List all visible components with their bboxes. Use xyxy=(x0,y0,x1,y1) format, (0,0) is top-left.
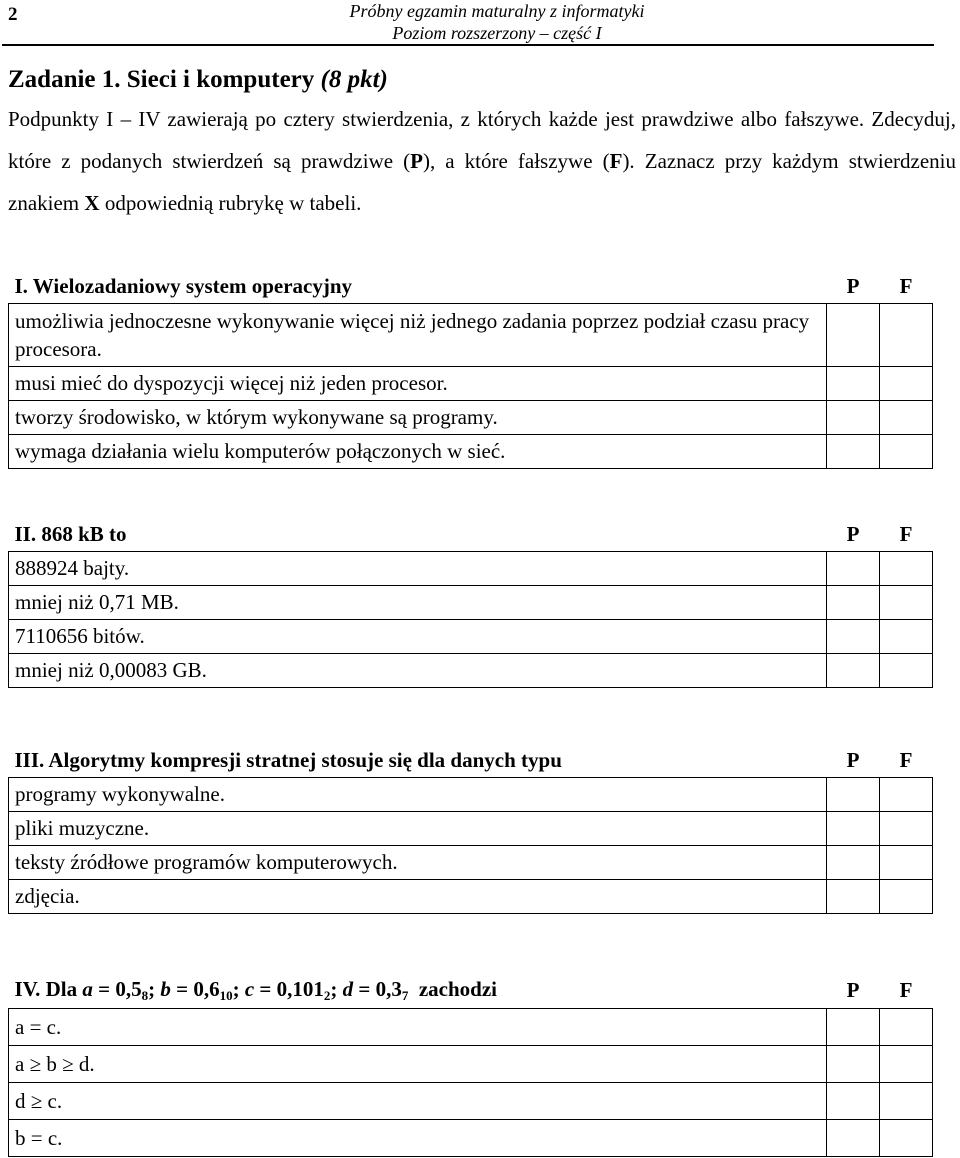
table-row xyxy=(9,304,933,367)
section-heading: II. 868 kB to xyxy=(14,522,127,546)
answer-cell-f[interactable] xyxy=(880,304,933,367)
statement-text: 7110656 bitów. xyxy=(9,620,827,654)
answer-cell-p[interactable] xyxy=(827,1120,880,1157)
answer-cell-p[interactable] xyxy=(827,880,880,914)
statement-text: mniej niż 0,71 MB. xyxy=(9,586,827,620)
table-header-row xyxy=(9,972,933,1009)
statement-text: b = c. xyxy=(9,1120,827,1157)
value-b: = 0,6 xyxy=(170,976,220,1001)
exam-title-line2: Poziom rozszerzony – część I xyxy=(392,23,602,43)
column-f-header: F xyxy=(899,977,913,1002)
base-b: 10 xyxy=(219,987,233,1003)
table-row xyxy=(9,654,933,688)
answer-cell-f[interactable] xyxy=(880,552,933,586)
column-f-header: F xyxy=(899,748,913,772)
answer-cell-f[interactable] xyxy=(880,367,933,401)
answer-cell-p[interactable] xyxy=(827,654,880,688)
statement-text: d ≥ c. xyxy=(9,1083,827,1120)
table-header-row xyxy=(9,270,933,304)
answer-cell-f[interactable] xyxy=(880,654,933,688)
table-row xyxy=(9,401,933,435)
statement-text: zdjęcia. xyxy=(9,880,827,914)
table-row xyxy=(9,586,933,620)
column-p-header: P xyxy=(846,977,860,1002)
table-row xyxy=(9,1009,933,1046)
answer-cell-p[interactable] xyxy=(827,1083,880,1120)
page-number: 2 xyxy=(8,4,18,25)
answer-cell-f[interactable] xyxy=(880,620,933,654)
table-row xyxy=(9,1083,933,1120)
answer-cell-p[interactable] xyxy=(827,778,880,812)
answer-cell-p[interactable] xyxy=(827,401,880,435)
table-row xyxy=(9,620,933,654)
section-heading: III. Algorytmy kompresji stratnej stosuje się dla danych typu xyxy=(14,748,562,772)
table-row xyxy=(9,435,933,469)
answer-cell-p[interactable] xyxy=(827,435,880,469)
table-header-row xyxy=(9,744,933,778)
answer-cell-p[interactable] xyxy=(827,367,880,401)
var-b: b xyxy=(160,976,171,1001)
answer-table-section-4 xyxy=(8,972,933,1157)
value-a: = 0,5 xyxy=(92,976,142,1001)
answer-table-section-3 xyxy=(8,744,933,914)
statement-text: programy wykonywalne. xyxy=(9,778,827,812)
value-c: = 0,101 xyxy=(254,976,324,1001)
statement-text: teksty źródłowe programów komputerowych. xyxy=(9,846,827,880)
statement-text: a = c. xyxy=(9,1009,827,1046)
intro-x-mark: X xyxy=(84,191,100,215)
intro-text: odpowiednią rubrykę w tabeli. xyxy=(99,191,362,215)
base-d: 7 xyxy=(401,987,409,1003)
task-instructions xyxy=(8,98,956,224)
answer-cell-p[interactable] xyxy=(827,1009,880,1046)
answer-cell-f[interactable] xyxy=(880,1009,933,1046)
answer-cell-p[interactable] xyxy=(827,304,880,367)
var-d: d xyxy=(342,976,354,1001)
answer-cell-f[interactable] xyxy=(880,1120,933,1157)
column-f-header: F xyxy=(899,522,913,546)
exam-title xyxy=(327,0,667,44)
statement-text: mniej niż 0,00083 GB. xyxy=(9,654,827,688)
answer-cell-p[interactable] xyxy=(827,620,880,654)
page-header xyxy=(0,0,960,46)
intro-p-mark: P xyxy=(410,149,423,173)
table-row xyxy=(9,778,933,812)
intro-text: Podpunkty I – IV zawierają po cztery stwierdzenia, z których każde jest prawdziwe albo fałszywe. Zdecyduj, które z podanych stwierdzeń są prawdziwe ( xyxy=(8,107,956,173)
exam-title-line1: Próbny egzamin maturalny z informatyki xyxy=(349,1,645,21)
table-row xyxy=(9,812,933,846)
base-c: 2 xyxy=(323,987,331,1003)
table-row xyxy=(9,552,933,586)
answer-cell-p[interactable] xyxy=(827,846,880,880)
answer-table-section-2 xyxy=(8,518,933,688)
task-title xyxy=(8,66,388,94)
table-row xyxy=(9,367,933,401)
var-c: c xyxy=(244,976,255,1001)
table-row xyxy=(9,846,933,880)
statement-text: 888924 bajty. xyxy=(9,552,827,586)
table-row xyxy=(9,880,933,914)
intro-text: ), a które fałszywe ( xyxy=(422,149,610,173)
statement-text: umożliwia jednoczesne wykonywanie więcej niż jednego zadania poprzez podział czasu pracy procesora. xyxy=(9,304,827,367)
heading-suffix: zachodzi xyxy=(418,976,497,1001)
answer-cell-f[interactable] xyxy=(880,1083,933,1120)
answer-cell-f[interactable] xyxy=(880,880,933,914)
table-row xyxy=(9,1046,933,1083)
statement-text: a ≥ b ≥ d. xyxy=(9,1046,827,1083)
header-divider xyxy=(2,44,934,46)
value-d: = 0,3 xyxy=(353,976,402,1001)
table-row xyxy=(9,1120,933,1157)
intro-f-mark: F xyxy=(609,149,623,173)
statement-text: musi mieć do dyspozycji więcej niż jeden procesor. xyxy=(9,367,827,401)
statement-text: wymaga działania wielu komputerów połączonych w sieć. xyxy=(9,435,827,469)
base-a: 8 xyxy=(141,987,149,1003)
statement-text: tworzy środowisko, w którym wykonywane są programy. xyxy=(9,401,827,435)
answer-cell-p[interactable] xyxy=(827,1046,880,1083)
heading-prefix: IV. Dla xyxy=(14,976,78,1001)
answer-cell-f[interactable] xyxy=(880,778,933,812)
answer-cell-p[interactable] xyxy=(827,552,880,586)
answer-cell-f[interactable] xyxy=(880,401,933,435)
var-a: a xyxy=(82,976,93,1001)
section-heading: IV. Dla $a = 0,5_8$; $b = 0,6_{10}$; $c = 0,101_2$; $d = 0,3_7$ zachodzi xyxy=(14,976,497,1003)
column-p-header: P xyxy=(846,274,860,298)
answer-cell-f[interactable] xyxy=(880,586,933,620)
statement-text: pliki muzyczne. xyxy=(9,812,827,846)
section-heading: I. Wielozadaniowy system operacyjny xyxy=(14,274,353,298)
intro-text: ). Zaznacz przy każdym stwierdzeniu znakiem xyxy=(8,149,956,215)
answer-cell-f[interactable] xyxy=(880,846,933,880)
answer-cell-f[interactable] xyxy=(880,812,933,846)
column-f-header: F xyxy=(899,274,913,298)
column-p-header: P xyxy=(846,748,860,772)
task-points: (8 pkt) xyxy=(320,66,388,93)
task-title-text: Zadanie 1. Sieci i komputery xyxy=(8,66,315,93)
answer-table-section-1 xyxy=(8,270,933,469)
table-header-row xyxy=(9,518,933,552)
answer-cell-p[interactable] xyxy=(827,812,880,846)
answer-cell-p[interactable] xyxy=(827,586,880,620)
column-p-header: P xyxy=(846,522,860,546)
answer-cell-f[interactable] xyxy=(880,1046,933,1083)
answer-cell-f[interactable] xyxy=(880,435,933,469)
